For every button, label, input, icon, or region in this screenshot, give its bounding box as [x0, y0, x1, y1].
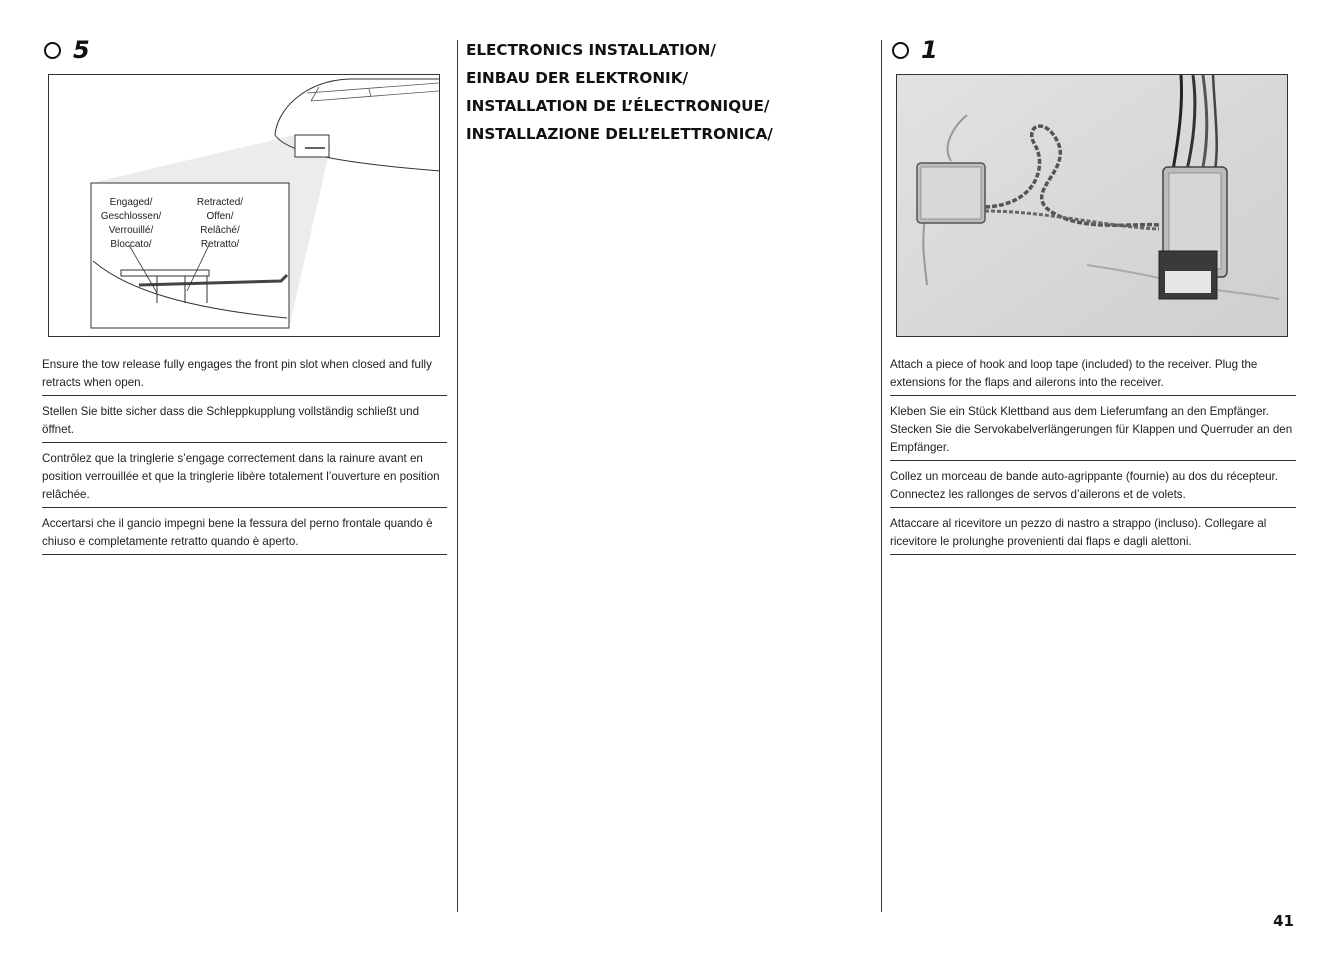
paragraph-it: Attaccare al ricevitore un pezzo di nastro a strappo (incluso). Collegare al ricevitore le prolunghe provenienti dai flaps e dagli alettoni.	[890, 515, 1296, 555]
svg-text:Geschlossen/: Geschlossen/	[100, 211, 162, 222]
checkbox-circle-icon	[44, 42, 61, 59]
paragraph-it: Accertarsi che il gancio impegni bene la fessura del perno frontale quando è chiuso e completamente retratto quando è aperto.	[42, 515, 447, 555]
tow-release-illustration	[49, 75, 439, 336]
svg-text:Relâché/: Relâché/	[200, 225, 240, 236]
section-heading	[466, 36, 773, 148]
svg-text:Engaged/: Engaged/	[109, 197, 153, 208]
tow-release-diagram	[48, 74, 440, 337]
step-number: 1	[921, 36, 938, 64]
detail-box	[295, 135, 329, 157]
svg-text:Retratto/: Retratto/	[200, 239, 240, 250]
paragraph-de: Stellen Sie bitte sicher dass die Schleppkupplung vollständig schließt und öffnet.	[42, 403, 447, 443]
receiver-illustration	[897, 75, 1287, 336]
heading-en: ELECTRONICS INSTALLATION/	[466, 41, 716, 59]
paragraph-en: Ensure the tow release fully engages the front pin slot when closed and fully retracts when open.	[42, 356, 447, 396]
paragraph-fr: Contrôlez que la tringlerie s’engage correctement dans la rainure avant en position verrouillée et que la tringlerie libère totalement l’ouverture en position relâchée.	[42, 450, 447, 508]
step-number: 5	[73, 36, 90, 64]
canopy-lines	[307, 83, 439, 101]
step-heading-5	[42, 36, 90, 64]
svg-text:Offen/: Offen/	[206, 211, 234, 222]
column-divider	[457, 40, 458, 912]
heading-fr: INSTALLATION DE L’ÉLECTRONIQUE/	[466, 97, 770, 115]
column-divider	[881, 40, 882, 912]
svg-text:Verrouillé/: Verrouillé/	[108, 225, 154, 236]
heading-de: EINBAU DER ELEKTRONIK/	[466, 69, 689, 87]
middle-column	[466, 0, 866, 954]
instruction-paragraphs	[890, 356, 1296, 562]
svg-text:Bloccato/: Bloccato/	[110, 239, 152, 250]
right-column	[890, 0, 1296, 954]
paragraph-en: Attach a piece of hook and loop tape (included) to the receiver. Plug the extensions for the flaps and ailerons into the receiver.	[890, 356, 1296, 396]
paragraph-de: Kleben Sie ein Stück Klettband aus dem Lieferumfang an den Empfänger. Stecken Sie die Servokabelverlängerungen für Klappen und Querruder an den Empfänger.	[890, 403, 1296, 461]
instruction-paragraphs	[42, 356, 447, 562]
step-heading-1	[890, 36, 938, 64]
paragraph-fr: Collez un morceau de bande auto-agrippante (fournie) au dos du récepteur. Connectez les rallonges de servos d’ailerons et de volets.	[890, 468, 1296, 508]
svg-text:Retracted/: Retracted/	[196, 197, 244, 208]
left-column	[42, 0, 447, 954]
checkbox-circle-icon	[892, 42, 909, 59]
receiver-photo	[896, 74, 1288, 337]
heading-it: INSTALLAZIONE DELL’ELETTRONICA/	[466, 125, 773, 143]
page-number: 41	[1273, 912, 1294, 930]
